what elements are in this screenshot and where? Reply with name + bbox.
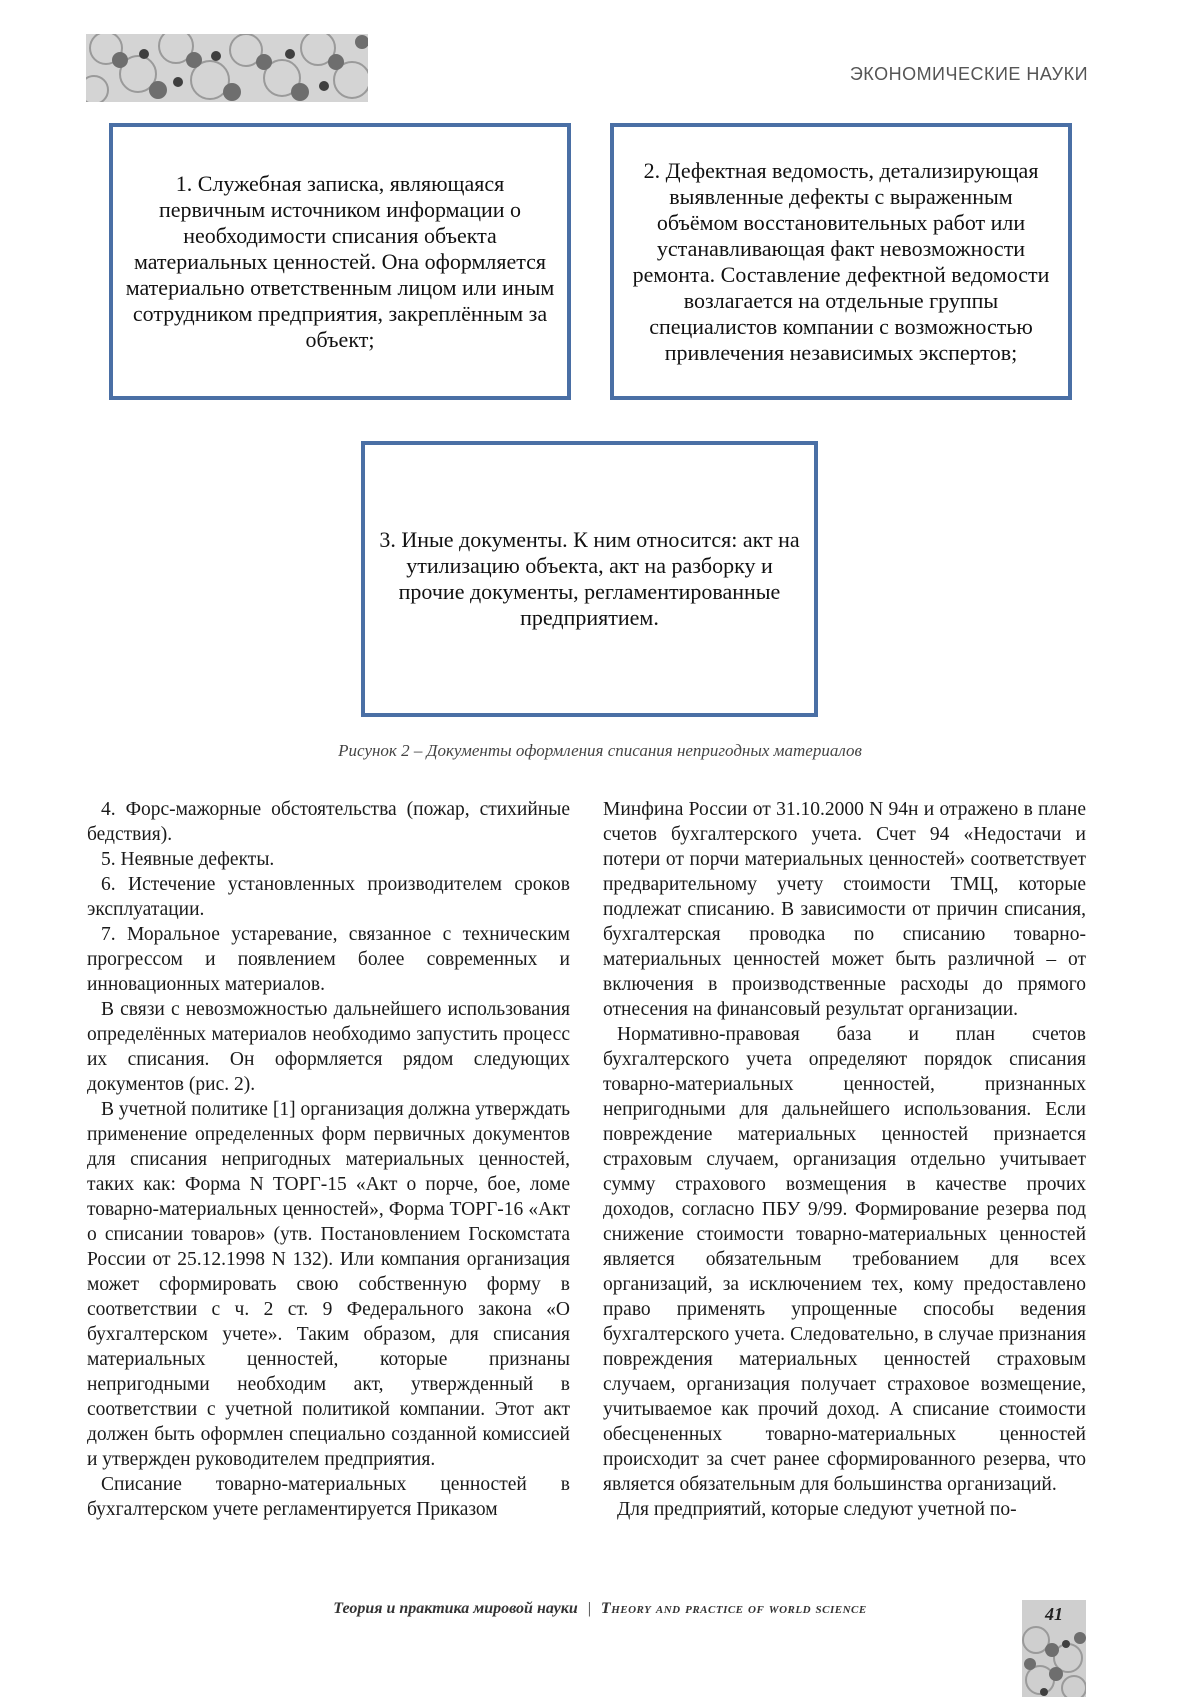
paragraph: 6. Истечение установленных производителем сроков эксплуатации. — [87, 874, 570, 920]
page-number-tab — [1022, 1600, 1086, 1697]
journal-title-ru: Теория и практика мировой науки — [333, 1600, 578, 1617]
figure-box-text: 3. Иные документы. К ним относится: акт на утилизацию объекта, акт на разборку и прочие документы, регламентированные предприятием. — [379, 527, 800, 630]
paragraph: Для предприятий, которые следуют учетной по- — [617, 1499, 1017, 1520]
paragraph: В связи с невозможностью дальнейшего использования определённых материалов необходимо запустить процесс их списания. Он оформляется рядом следующих документов (рис. 2). — [87, 999, 570, 1095]
footer-separator: | — [587, 1600, 591, 1617]
header-decorative-banner — [86, 34, 368, 102]
figure-caption: Рисунок 2 – Документы оформления списания непригодных материалов — [338, 741, 862, 760]
paragraph: 7. Моральное устаревание, связанное с техническим прогрессом и появлением более современных и инновационных материалов. — [87, 924, 570, 995]
paragraph: Минфина России от 31.10.2000 N 94н и отражено в плане счетов бухгалтерского учета. Счет 94 «Недостачи и потери от порчи материальных ценностей» соответствует предварительному учету стоимости ТМЦ, которые подлежат списанию. В зависимости от причин списания, бухгалтерская проводка по списанию товарно-материальных ценностей может быть различной – от включения в производственные расходы до прямого отнесения на финансовый результат организации. — [603, 799, 1086, 1020]
paragraph: Нормативно-правовая база и план счетов бухгалтерского учета определяют порядок списания товарно-материальных ценностей, признанных непригодными для дальнейшего использования. Если повреждение материальных ценностей признается страховым случаем, организация отдельно учитывает сумму страхового возмещения в качестве прочих доходов, согласно ПБУ 9/99. Формирование резерва под снижение стоимости товарно-материальных ценностей является обязательным требованием для всех организаций, за исключением тех, кому предоставлено право применять упрощенные способы ведения бухгалтерского учета. Следовательно, в случае признания повреждения материальных ценностей страховым случаем, организация получает страховое возмещение, учитываемое как прочий доход. А списание стоимости обесцененных товарно-материальных ценностей происходит за счет ранее сформированного резерва, что является обязательным для большинства организаций. — [603, 1024, 1086, 1495]
journal-title-en: Theory and practice of world science — [600, 1600, 867, 1617]
figure-box-other-documents — [361, 441, 818, 717]
page-number: 41 — [1045, 1604, 1063, 1624]
paragraph: 4. Форс-мажорные обстоятельства (пожар, стихийные бедствия). — [87, 799, 570, 845]
text-column-left — [87, 797, 570, 1522]
figure-box-text: 1. Служебная записка, являющаяся первичным источником информации о необходимости списания объекта материальных ценностей. Она оформляется материально ответственным лицом или иным сотрудником предприятия, закреплённым за объект; — [125, 170, 555, 352]
text-column-right — [603, 797, 1086, 1522]
figure-box-defect-statement — [610, 123, 1072, 400]
figure-box-text: 2. Дефектная ведомость, детализирующая выявленные дефекты с выраженным объёмом восстановительных работ или устанавливающая факт невозможности ремонта. Составление дефектной ведомости возлагается на отдельные группы специалистов компании с возможностью привлечения независимых экспертов; — [632, 157, 1050, 365]
footer-journal-title — [0, 1600, 1200, 1618]
section-title: ЭКОНОМИЧЕСКИЕ НАУКИ — [849, 64, 1088, 84]
paragraph: Списание товарно-материальных ценностей в бухгалтерском учете регламентируется Приказом — [87, 1474, 570, 1520]
paragraph: В учетной политике [1] организация должна утверждать применение определенных форм первичных документов для списания непригодных материальных ценностей, таких как: Форма N ТОРГ-15 «Акт о порче, бое, ломе товарно-материальных ценностей», Форма ТОРГ-16 «Акт о списании товаров» (утв. Постановлением Госкомстата России от 25.12.1998 N 132). Или компания организация может сформировать свою собственную форму в соответствии с ч. 2 ст. 9 Федерального закона «О бухгалтерском учете». Таким образом, для списания материальных ценностей, которые признаны непригодными необходим акт, утвержденный в соответствии с учетной политикой компании. Этот акт должен быть оформлен специально созданной комиссией и утвержден руководителем предприятия. — [87, 1099, 570, 1470]
figure-box-memo — [109, 123, 571, 400]
paragraph: 5. Неявные дефекты. — [101, 849, 275, 870]
